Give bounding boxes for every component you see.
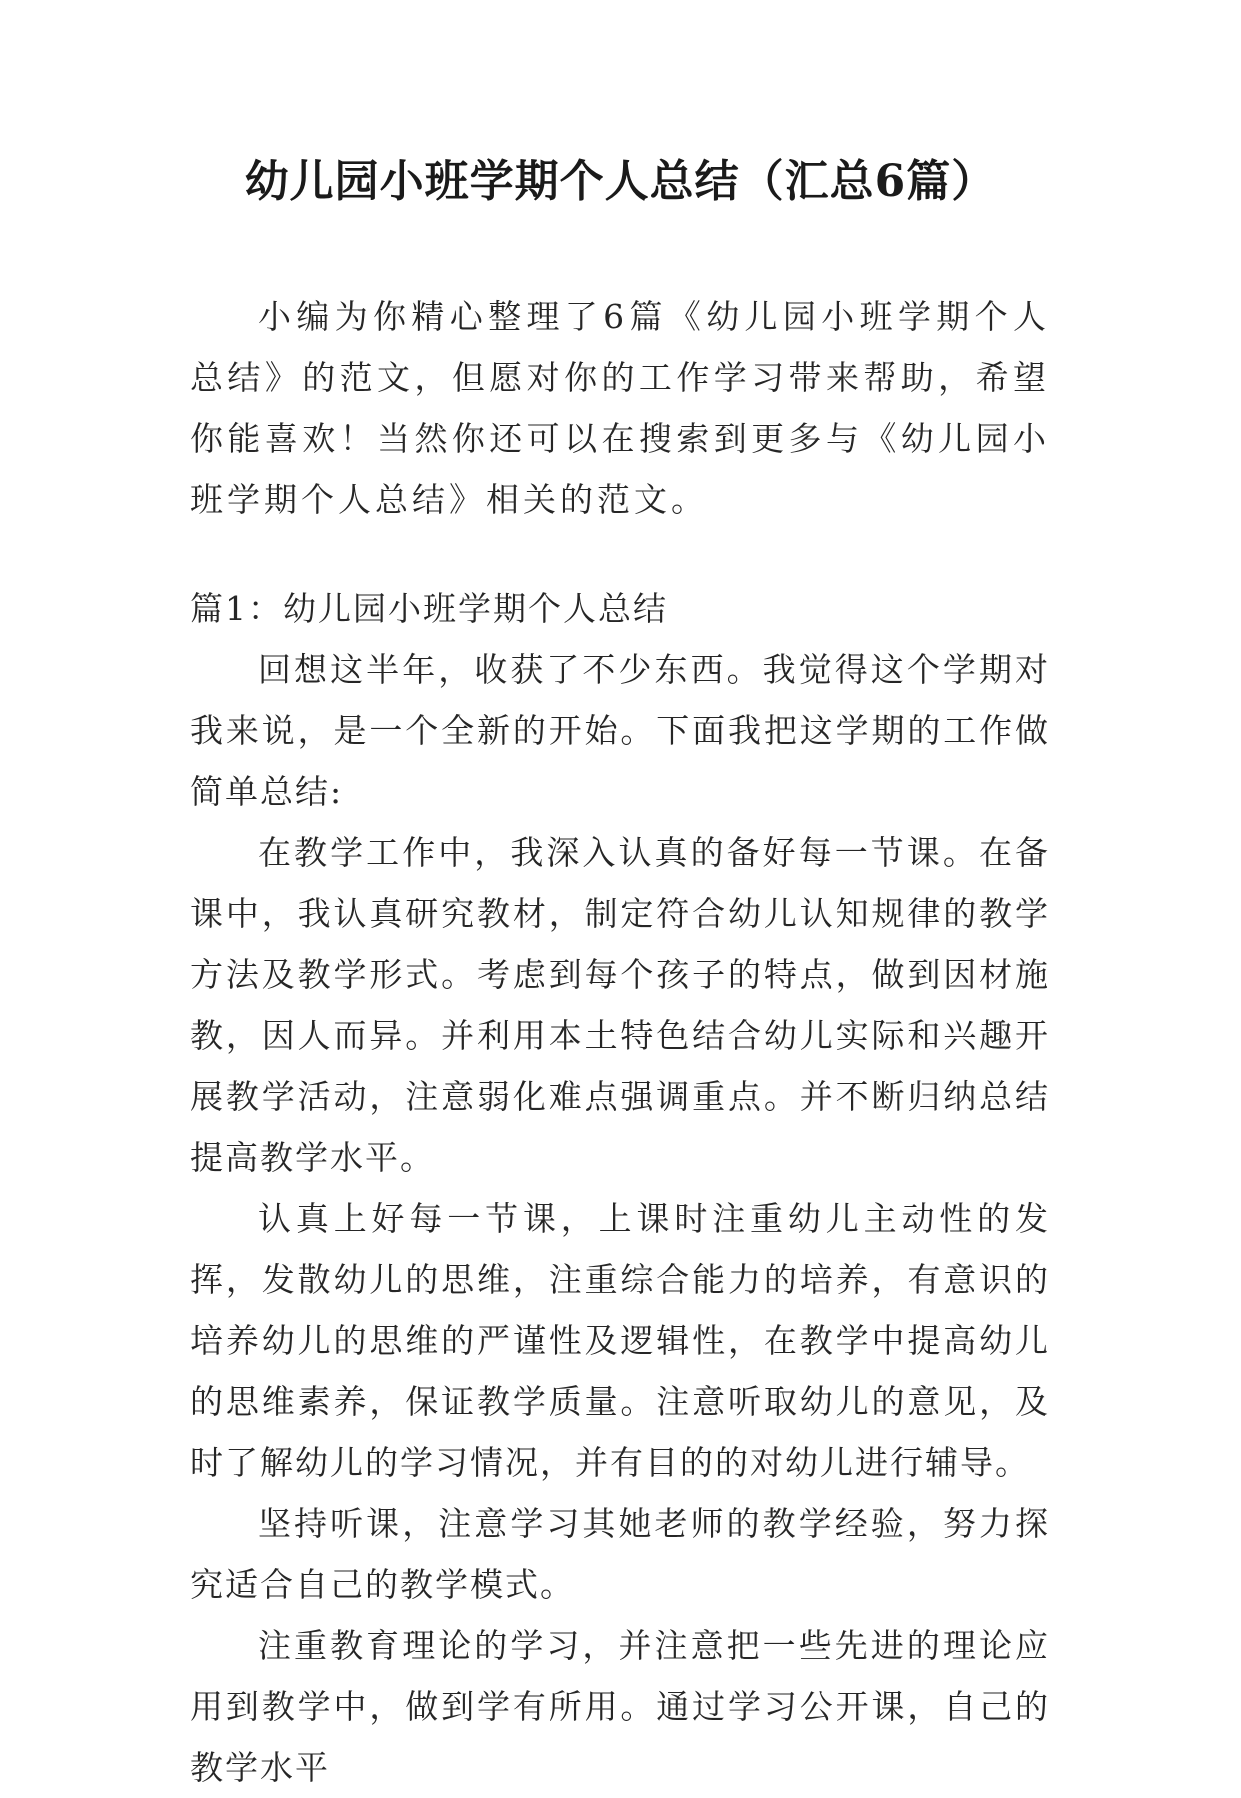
- paragraph-3: 认真上好每一节课，上课时注重幼儿主动性的发挥，发散幼儿的思维，注重综合能力的培养，有意识的培养幼儿的思维的严谨性及逻辑性，在教学中提高幼儿的思维素养，保证教学质量。注意听取幼儿的意见，及时了解幼儿的学习情况，并有目的的对幼儿进行辅导。: [190, 1199, 1050, 1482]
- section-1: [190, 578, 1050, 1798]
- section-heading: 篇1：幼儿园小班学期个人总结: [190, 589, 668, 628]
- document-title: 幼儿园小班学期个人总结（汇总6篇）: [244, 156, 997, 207]
- paragraph-5: 注重教育理论的学习，并注意把一些先进的理论应用到教学中，做到学有所用。通过学习公开课，自己的教学水平: [190, 1626, 1050, 1787]
- intro-paragraph: 小编为你精心整理了6篇《幼儿园小班学期个人总结》的范文，但愿对你的工作学习带来帮助，希望你能喜欢！当然你还可以在搜索到更多与《幼儿园小班学期个人总结》相关的范文。: [190, 297, 1050, 519]
- intro-block: [190, 286, 1050, 530]
- paragraph-2: 在教学工作中，我深入认真的备好每一节课。在备课中，我认真研究教材，制定符合幼儿认知规律的教学方法及教学形式。考虑到每个孩子的特点，做到因材施教，因人而异。并利用本土特色结合幼儿实际和兴趣开展教学活动，注意弱化难点强调重点。并不断归纳总结提高教学水平。: [190, 833, 1050, 1177]
- paragraph-4: 坚持听课，注意学习其她老师的教学经验，努力探究适合自己的教学模式。: [190, 1504, 1050, 1604]
- paragraph-1: 回想这半年，收获了不少东西。我觉得这个学期对我来说，是一个全新的开始。下面我把这学期的工作做简单总结:: [190, 650, 1050, 811]
